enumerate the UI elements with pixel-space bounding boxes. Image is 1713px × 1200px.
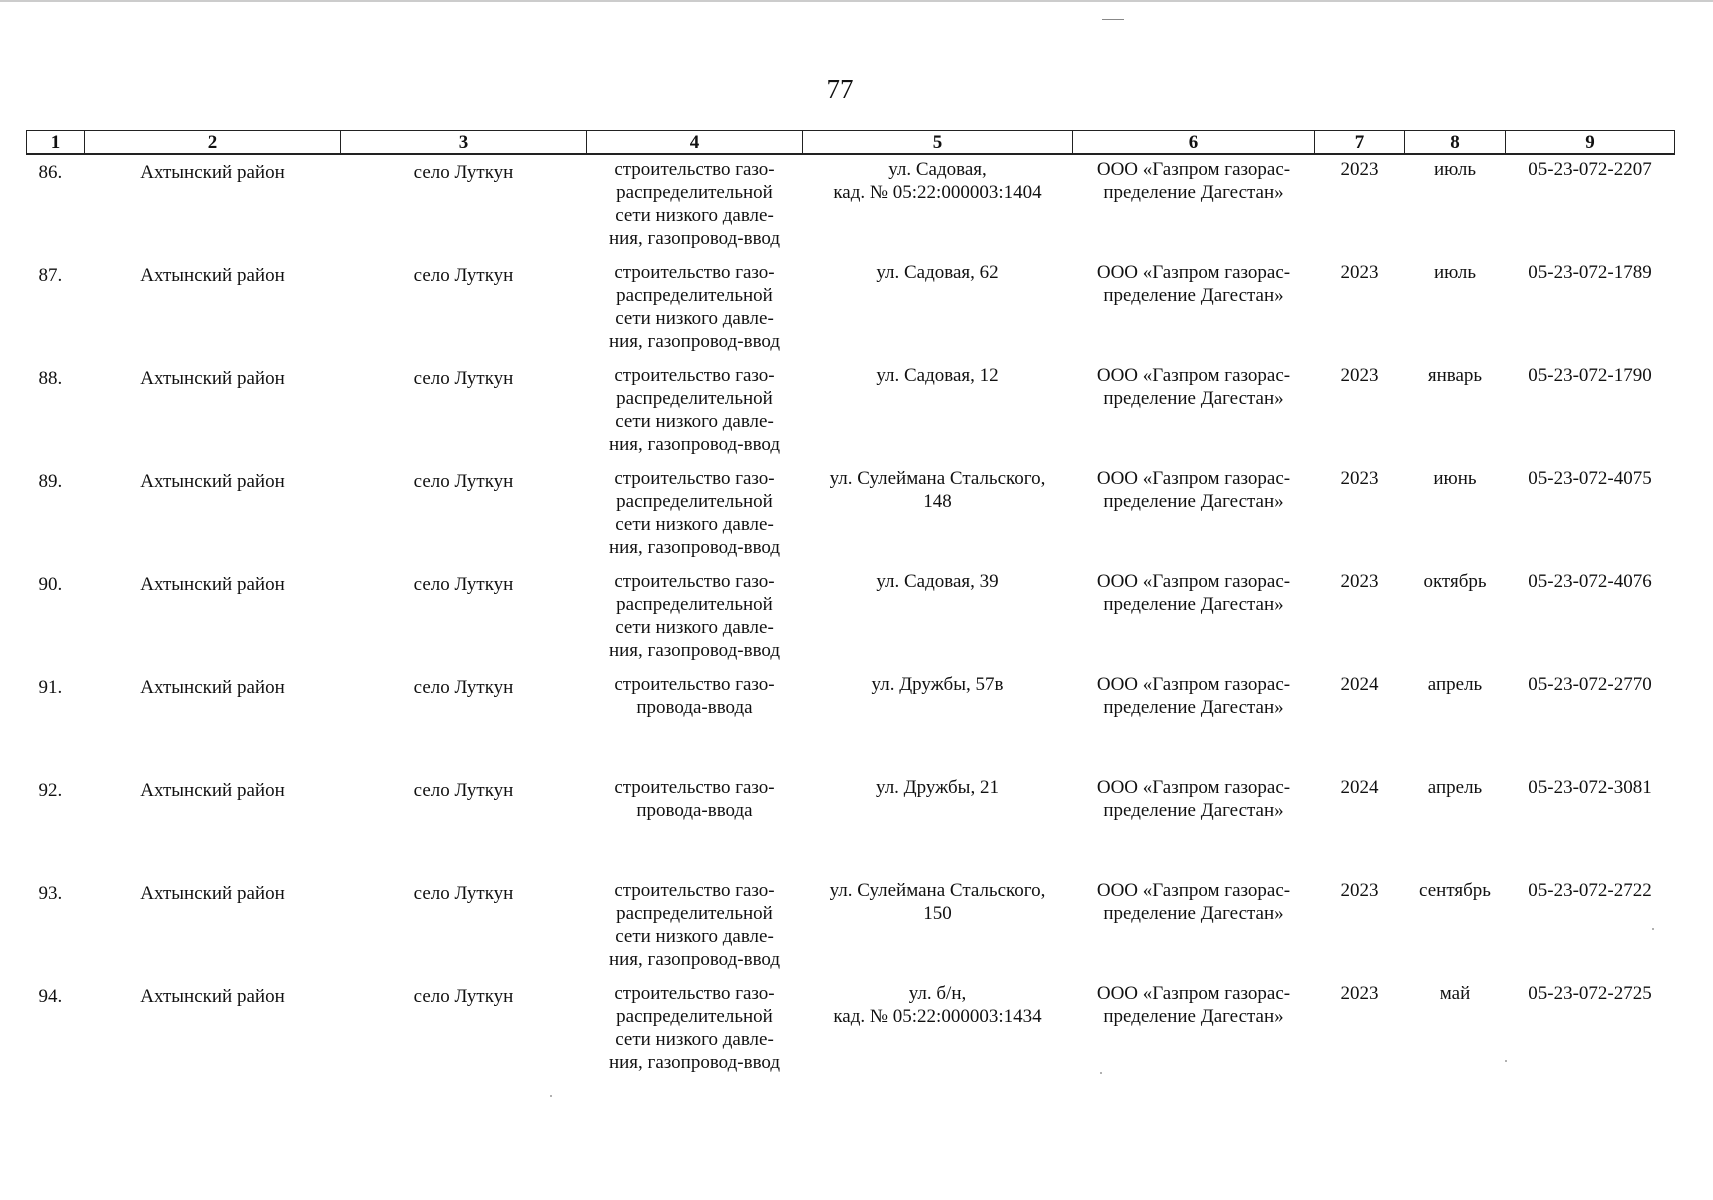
address-cell-line: ул. Дружбы, 21 [876,777,999,798]
organization-cell [1073,979,1315,1082]
organization-cell-line: ООО «Газпром газорас- [1096,777,1291,798]
code-cell: 05-23-072-3081 [1528,777,1652,798]
village-cell: село Луткун [413,883,514,904]
page-number: 77 [826,74,854,104]
district-cell: Ахтынский район [140,162,285,183]
row-number: 86. [38,162,63,183]
address-cell [803,567,1073,670]
organization-cell-line: пределение Дагестан» [1103,697,1284,718]
month-cell: июль [1433,159,1477,180]
code-cell: 05-23-072-1790 [1528,365,1652,386]
header-col-3: 3 [341,131,587,155]
organization-cell-line: пределение Дагестан» [1103,903,1284,924]
organization-cell [1073,670,1315,773]
address-cell [803,154,1073,258]
table-row [27,154,1675,258]
year-cell: 2023 [1340,365,1379,386]
work-type-cell-line: сети низкого давле- [615,411,774,432]
work-type-cell-line: провода-ввода [636,697,753,718]
scan-speck [1100,1072,1102,1074]
month-cell: май [1439,983,1471,1004]
month-cell: июнь [1433,468,1477,489]
address-cell-line: ул. Дружбы, 57в [871,674,1004,695]
work-type-cell-line: строительство газо- [614,468,775,489]
district-cell: Ахтынский район [140,368,285,389]
year-cell: 2023 [1340,262,1379,283]
organization-cell-line: ООО «Газпром газорас- [1096,159,1291,180]
work-type-cell-line: ния, газопровод-ввод [608,228,781,249]
organization-cell [1073,361,1315,464]
scan-top-edge [0,0,1713,2]
address-cell [803,876,1073,979]
organization-cell-line: ООО «Газпром газорас- [1096,880,1291,901]
row-number: 87. [38,265,63,286]
scan-mark [1102,19,1124,20]
month-cell: сентябрь [1419,880,1491,901]
address-cell [803,773,1073,876]
work-type-cell-line: ния, газопровод-ввод [608,331,781,352]
village-cell: село Луткун [413,265,514,286]
district-cell: Ахтынский район [140,265,285,286]
header-col-8: 8 [1405,131,1506,155]
row-number: 93. [38,883,63,904]
code-cell: 05-23-072-2770 [1528,674,1652,695]
year-cell: 2024 [1340,777,1379,798]
address-cell [803,670,1073,773]
header-row [27,131,1675,155]
work-type-cell-line: распределительной [616,388,773,409]
address-cell-line: ул. Садовая, 12 [876,365,999,386]
work-type-cell [587,567,803,670]
organization-cell-line: ООО «Газпром газорас- [1096,365,1291,386]
header-col-4: 4 [587,131,803,155]
table-row [27,361,1675,464]
address-cell-line: кад. № 05:22:000003:1404 [833,182,1042,203]
address-cell [803,361,1073,464]
work-type-cell-line: распределительной [616,285,773,306]
header-col-7: 7 [1315,131,1405,155]
work-type-cell-line: сети низкого давле- [615,514,774,535]
organization-cell [1073,876,1315,979]
month-cell: апрель [1427,674,1483,695]
district-cell: Ахтынский район [140,677,285,698]
address-cell-line: кад. № 05:22:000003:1434 [833,1006,1042,1027]
month-cell: апрель [1427,777,1483,798]
header-col-6: 6 [1073,131,1315,155]
table-row [27,773,1675,876]
work-type-cell-line: сети низкого давле- [615,926,774,947]
work-type-cell [587,773,803,876]
table-row [27,567,1675,670]
work-type-cell-line: распределительной [616,1006,773,1027]
address-cell-line: ул. Сулеймана Стальского, [829,880,1046,901]
organization-cell-line: ООО «Газпром газорас- [1096,262,1291,283]
code-cell: 05-23-072-4075 [1528,468,1652,489]
work-type-cell-line: ния, газопровод-ввод [608,537,781,558]
register-table [26,130,1675,1082]
row-number: 91. [38,677,63,698]
month-cell: январь [1427,365,1483,386]
village-cell: село Луткун [413,471,514,492]
work-type-cell-line: строительство газо- [614,777,775,798]
village-cell: село Луткун [413,986,514,1007]
village-cell: село Луткун [413,368,514,389]
header-col-9: 9 [1506,131,1675,155]
address-cell [803,258,1073,361]
work-type-cell [587,361,803,464]
organization-cell-line: ООО «Газпром газорас- [1096,468,1291,489]
work-type-cell [587,154,803,258]
work-type-cell-line: сети низкого давле- [615,1029,774,1050]
organization-cell [1073,773,1315,876]
work-type-cell-line: распределительной [616,903,773,924]
work-type-cell-line: строительство газо- [614,674,775,695]
work-type-cell-line: распределительной [616,594,773,615]
code-cell: 05-23-072-2722 [1528,880,1652,901]
organization-cell-line: ООО «Газпром газорас- [1096,571,1291,592]
year-cell: 2024 [1340,674,1379,695]
row-number: 92. [38,780,63,801]
code-cell: 05-23-072-4076 [1528,571,1652,592]
organization-cell-line: ООО «Газпром газорас- [1096,674,1291,695]
village-cell: село Луткун [413,574,514,595]
organization-cell-line: пределение Дагестан» [1103,285,1284,306]
table-row [27,258,1675,361]
work-type-cell-line: сети низкого давле- [615,205,774,226]
district-cell: Ахтынский район [140,780,285,801]
year-cell: 2023 [1340,159,1379,180]
year-cell: 2023 [1340,880,1379,901]
work-type-cell [587,258,803,361]
address-cell [803,979,1073,1082]
organization-cell-line: пределение Дагестан» [1103,388,1284,409]
work-type-cell-line: строительство газо- [614,983,775,1004]
month-cell: июль [1433,262,1477,283]
work-type-cell-line: распределительной [616,491,773,512]
work-type-cell [587,464,803,567]
table-row [27,670,1675,773]
row-number: 89. [38,471,63,492]
work-type-cell [587,979,803,1082]
village-cell: село Луткун [413,162,514,183]
address-cell-line: ул. б/н, [908,983,967,1004]
work-type-cell-line: строительство газо- [614,262,775,283]
header-col-1: 1 [27,131,85,155]
organization-cell [1073,464,1315,567]
header-col-2: 2 [85,131,341,155]
table-body [27,154,1675,1082]
year-cell: 2023 [1340,468,1379,489]
organization-cell-line: пределение Дагестан» [1103,1006,1284,1027]
scan-speck [1652,928,1654,930]
work-type-cell-line: ния, газопровод-ввод [608,640,781,661]
organization-cell-line: ООО «Газпром газорас- [1096,983,1291,1004]
row-number: 94. [38,986,63,1007]
code-cell: 05-23-072-2725 [1528,983,1652,1004]
address-cell-line: ул. Садовая, [888,159,987,180]
district-cell: Ахтынский район [140,471,285,492]
row-number: 88. [38,368,63,389]
address-cell [803,464,1073,567]
village-cell: село Луткун [413,780,514,801]
table-row [27,464,1675,567]
month-cell: октябрь [1423,571,1487,592]
organization-cell-line: пределение Дагестан» [1103,594,1284,615]
table-row [27,979,1675,1082]
table-row [27,876,1675,979]
organization-cell-line: пределение Дагестан» [1103,800,1284,821]
work-type-cell-line: строительство газо- [614,571,775,592]
scan-speck [1505,1060,1507,1062]
work-type-cell-line: строительство газо- [614,880,775,901]
work-type-cell-line: строительство газо- [614,159,775,180]
year-cell: 2023 [1340,983,1379,1004]
code-cell: 05-23-072-2207 [1528,159,1652,180]
work-type-cell-line: провода-ввода [636,800,753,821]
work-type-cell-line: ния, газопровод-ввод [608,949,781,970]
address-cell-line: ул. Садовая, 62 [876,262,999,283]
organization-cell [1073,567,1315,670]
row-number: 90. [38,574,63,595]
work-type-cell [587,876,803,979]
address-cell-line: 150 [923,903,952,924]
work-type-cell-line: ния, газопровод-ввод [608,434,781,455]
code-cell: 05-23-072-1789 [1528,262,1652,283]
organization-cell [1073,154,1315,258]
district-cell: Ахтынский район [140,986,285,1007]
work-type-cell [587,670,803,773]
address-cell-line: ул. Садовая, 39 [876,571,999,592]
work-type-cell-line: сети низкого давле- [615,617,774,638]
organization-cell-line: пределение Дагестан» [1103,491,1284,512]
district-cell: Ахтынский район [140,883,285,904]
work-type-cell-line: строительство газо- [614,365,775,386]
header-col-5: 5 [803,131,1073,155]
village-cell: село Луткун [413,677,514,698]
work-type-cell-line: сети низкого давле- [615,308,774,329]
address-cell-line: 148 [923,491,952,512]
work-type-cell-line: распределительной [616,182,773,203]
district-cell: Ахтынский район [140,574,285,595]
organization-cell-line: пределение Дагестан» [1103,182,1284,203]
year-cell: 2023 [1340,571,1379,592]
scan-speck [550,1095,552,1097]
address-cell-line: ул. Сулеймана Стальского, [829,468,1046,489]
organization-cell [1073,258,1315,361]
work-type-cell-line: ния, газопровод-ввод [608,1052,781,1073]
